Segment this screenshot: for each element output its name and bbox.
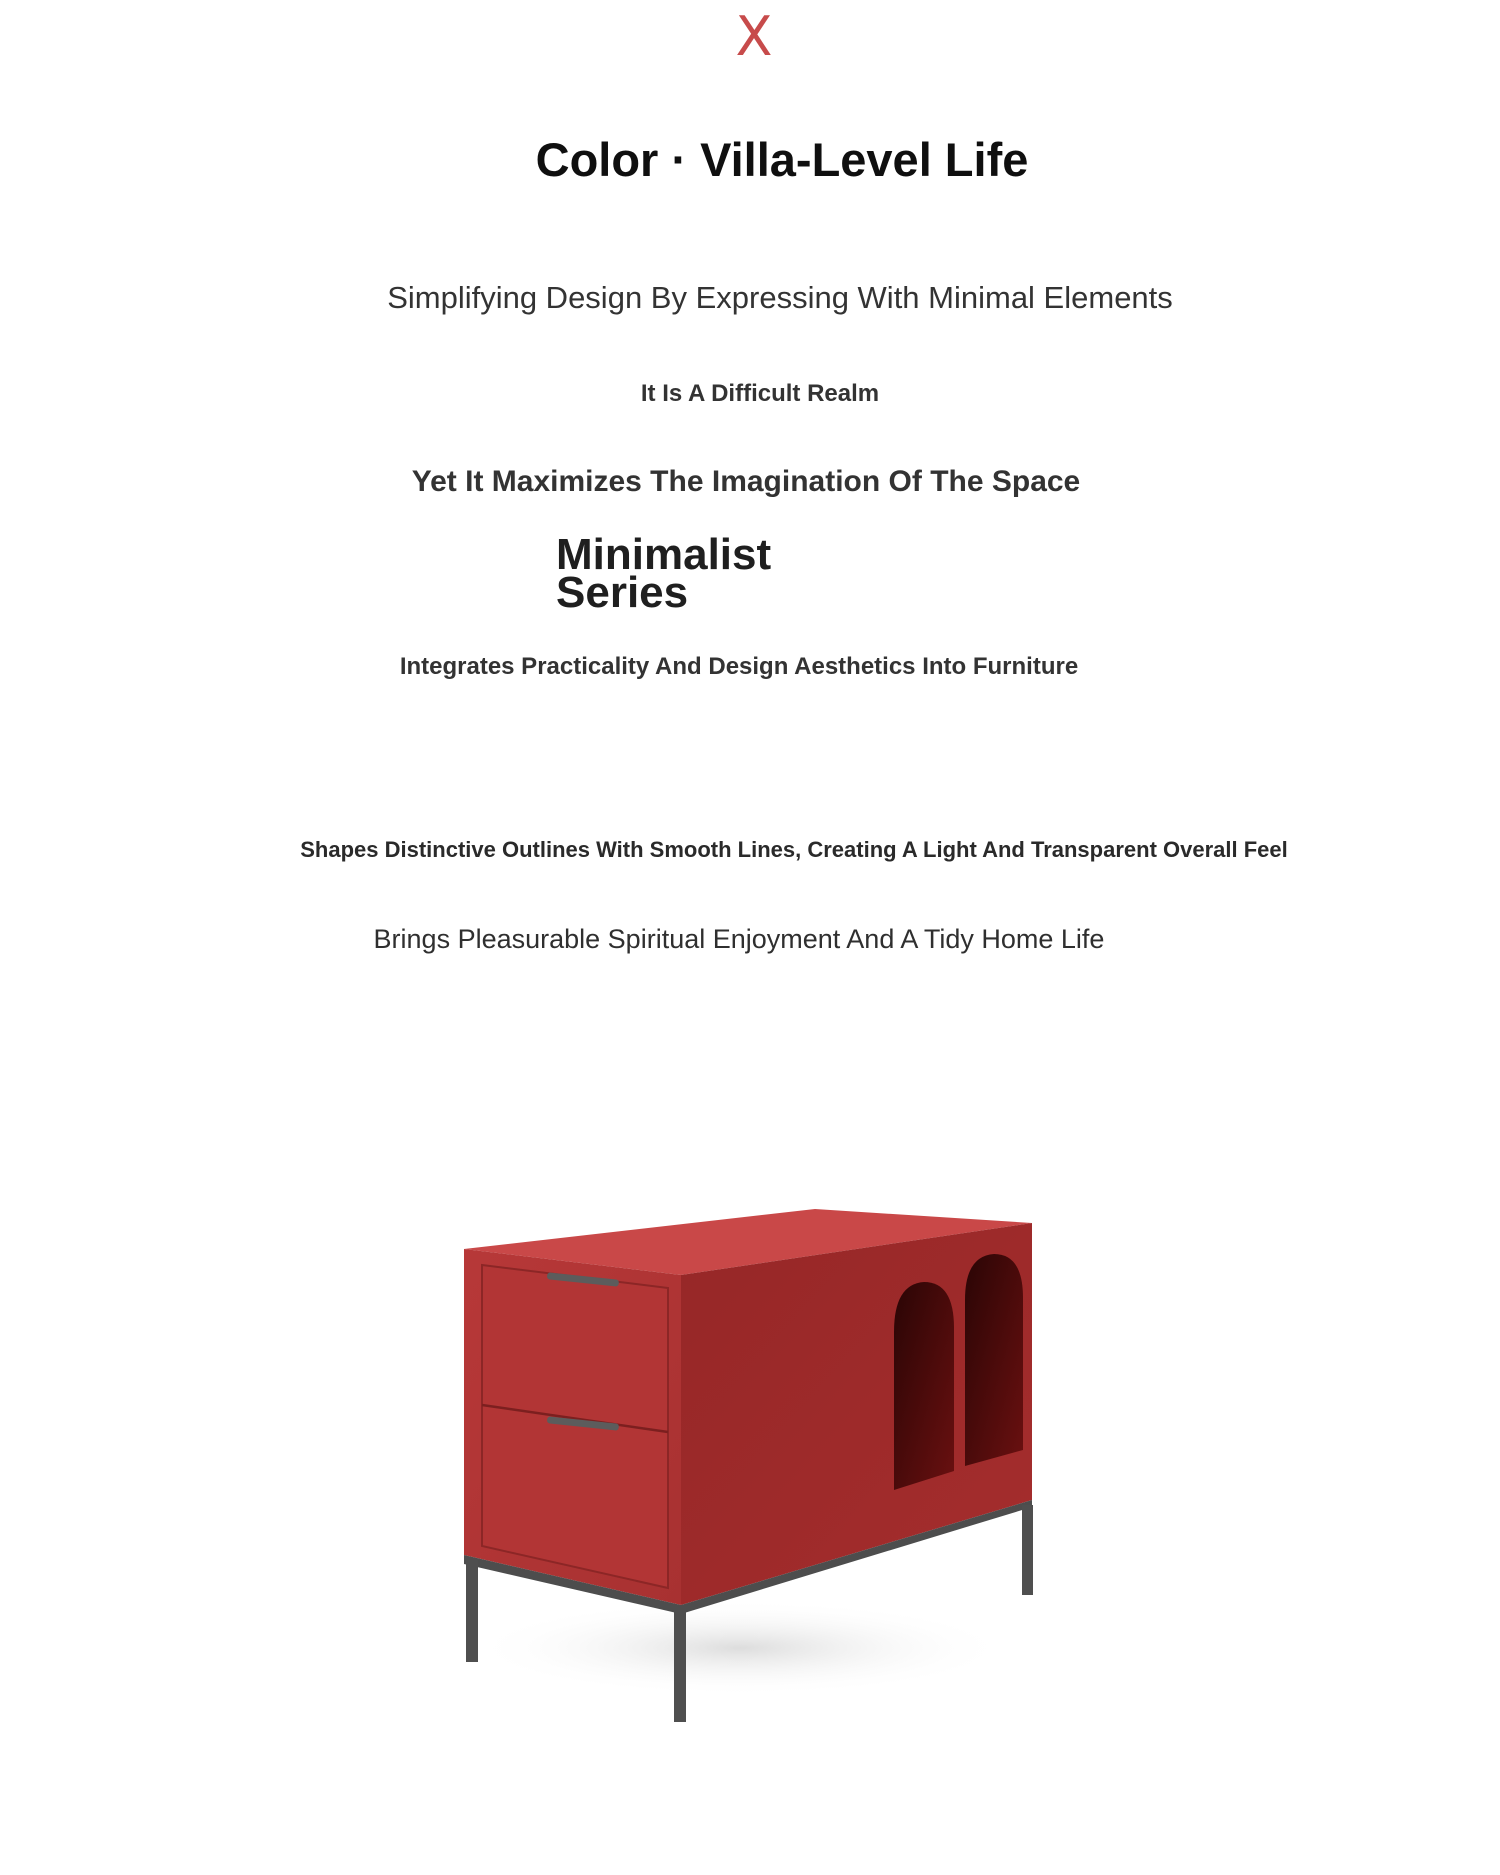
floor-shadow bbox=[470, 1600, 1010, 1696]
tagline-imagination-space: Yet It Maximizes The Imagination Of The Space bbox=[411, 465, 1081, 498]
series-title-line2: Series bbox=[556, 568, 689, 617]
drawer-frame bbox=[482, 1265, 668, 1588]
red-nightstand-image bbox=[440, 1180, 1060, 1740]
tagline-distinctive-outlines: Shapes Distinctive Outlines With Smooth Lines, Creating A Light And Transparent Overall Feel bbox=[300, 837, 1288, 862]
brand-logo-mark: X bbox=[735, 5, 773, 68]
page-title: Color · Villa-Level Life bbox=[535, 133, 1029, 186]
leg-back-right bbox=[1022, 1505, 1033, 1595]
series-title bbox=[556, 530, 876, 617]
tagline-difficult-realm: It Is A Difficult Realm bbox=[640, 380, 880, 407]
tagline-spiritual-enjoyment: Brings Pleasurable Spiritual Enjoyment And A Tidy Home Life bbox=[373, 924, 1105, 954]
tagline-practicality-aesthetics: Integrates Practicality And Design Aesthetics Into Furniture bbox=[399, 653, 1079, 680]
tagline-simplifying-design: Simplifying Design By Expressing With Minimal Elements bbox=[387, 280, 1173, 315]
arch-opening-left bbox=[894, 1282, 954, 1490]
series-title-line1: Minimalist bbox=[556, 530, 772, 579]
leg-front-right bbox=[674, 1610, 686, 1722]
leg-front-left bbox=[466, 1560, 478, 1662]
arch-opening-right bbox=[965, 1254, 1023, 1466]
